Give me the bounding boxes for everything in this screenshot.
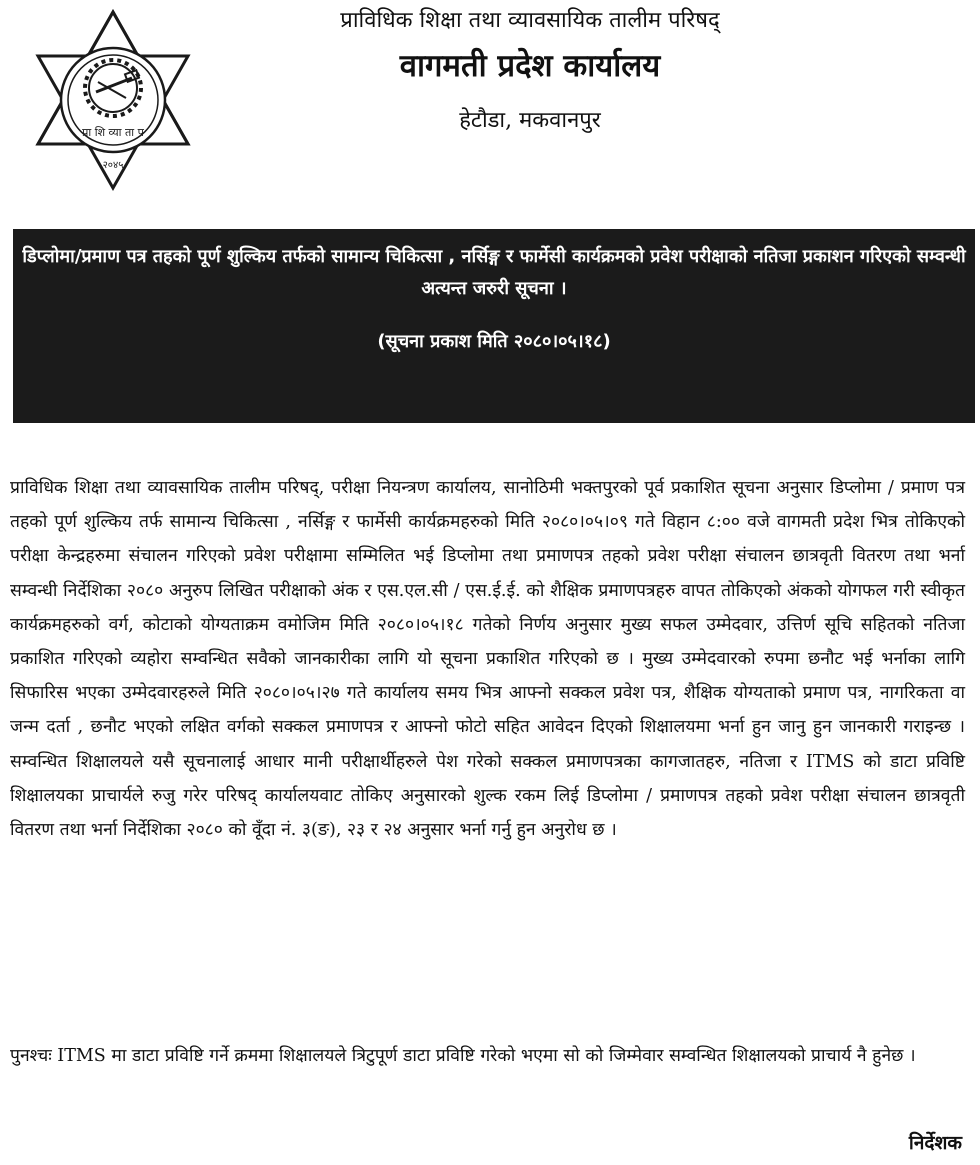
letterhead [250, 4, 810, 138]
notice-banner [13, 229, 975, 423]
emblem-text: प्रा शि व्या ता प [82, 126, 144, 139]
notice-body-paragraph: प्राविधिक शिक्षा तथा व्यावसायिक तालीम परिषद्, परीक्षा नियन्त्रण कार्यालय, सानोठिमी भक्तपुरको पूर्व प्रकाशित सूचना अनुसार डिप्लोमा / प्रमाण पत्र तहको पूर्ण शुल्किय तर्फ सामान्य चिकित्सा , नर्सिङ्ग र फार्मेसी कार्यक्रमहरुको मिति २०८०।०५।०९ गते विहान ८:०० वजे वागमती प्रदेश भित्र तोकिएको परीक्षा केन्द्रहरुमा संचालन गरिएको प्रवेश परीक्षामा सम्मिलित भई डिप्लोमा तथा प्रमाणपत्र तहको प्रवेश परीक्षा संचालन छात्रवृती वितरण तथा भर्ना सम्वन्धी निर्देशिका २०८० अनुरुप लिखित परीक्षाको अंक र एस.एल.सी / एस.ई.ई. को शैक्षिक प्रमाणपत्रहरु वापत तोकिएको अंकको योगफल गरी स्वीकृत कार्यक्रमहरुको वर्ग, कोटाको योग्यताक्रम वमोजिम मिति २०८०।०५।१८ गतेको निर्णय अनुसार मुख्य सफल उम्मेदवार, उत्तिर्ण सूचि सहितको नतिजा प्रकाशित गरिएको व्यहोरा सम्वन्धित सवैको जानकारीका लागि यो सूचना प्रकाशित गरिएको छ । मुख्य उम्मेदवारको रुपमा छनौट भई भर्नाका लागि सिफारिस भएका उम्मेदवारहरुले मिति २०८०।०५।२७ गते कार्यालय समय भित्र आफ्नो सक्कल प्रवेश पत्र, शैक्षिक योग्यताको प्रमाण पत्र, नागरिकता वा जन्म दर्ता , छनौट भएको लक्षित वर्गको सक्कल प्रमाणपत्र र आफ्नो फोटो सहित आवेदन दिएको शिक्षालयमा भर्ना हुन जानु हुन जानकारी गराइन्छ । सम्वन्धित शिक्षालयले यसै सूचनालाई आधार मानी परीक्षार्थीहरुले पेश गरेको सक्कल प्रमाणपत्रका कागजातहरु, नतिजा र ITMS को डाटा प्रविष्टि शिक्षालयका प्राचार्यले रुजु गरेर परिषद् कार्यालयवाट तोकिए अनुसारको शुल्क रकम लिई डिप्लोमा / प्रमाणपत्र तहको प्रवेश परीक्षा संचालन छात्रवृती वितरण तथा भर्ना निर्देशिका २०८० को वूँदा नं. ३(ङ), २३ र २४ अनुसार भर्ना गर्नु हुन अनुरोध छ । [10, 478, 965, 841]
notice-publish-date: (सूचना प्रकाश मिति २०८०।०५।१८) [377, 331, 611, 352]
notice-postscript: पुनश्चः ITMS मा डाटा प्रविष्टि गर्ने क्रममा शिक्षालयले त्रिटुपूर्ण डाटा प्रविष्टि गरेको भएमा सो को जिम्मेवार सम्वन्धित शिक्षालयको प्राचार्य नै हुनेछ । [10, 1046, 916, 1066]
organization-name: प्राविधिक शिक्षा तथा व्यावसायिक तालीम परिषद् [340, 8, 720, 33]
office-location: हेटौडा, मकवानपुर [459, 108, 601, 133]
emblem-year: २०४५ [102, 160, 124, 171]
office-name: वागमती प्रदेश कार्यालय [399, 48, 661, 84]
signatory-title: निर्देशक [908, 1132, 962, 1154]
notice-title: डिप्लोमा/प्रमाण पत्र तहको पूर्ण शुल्किय तर्फको सामान्य चिकित्सा , नर्सिङ्ग र फार्मेसी कार्यक्रमको प्रवेश परीक्षाको नतिजा प्रकाशन गरिएको सम्वन्धी अत्यन्त जरुरी सूचना । [22, 246, 966, 299]
ctevt-emblem-logo [18, 8, 208, 192]
